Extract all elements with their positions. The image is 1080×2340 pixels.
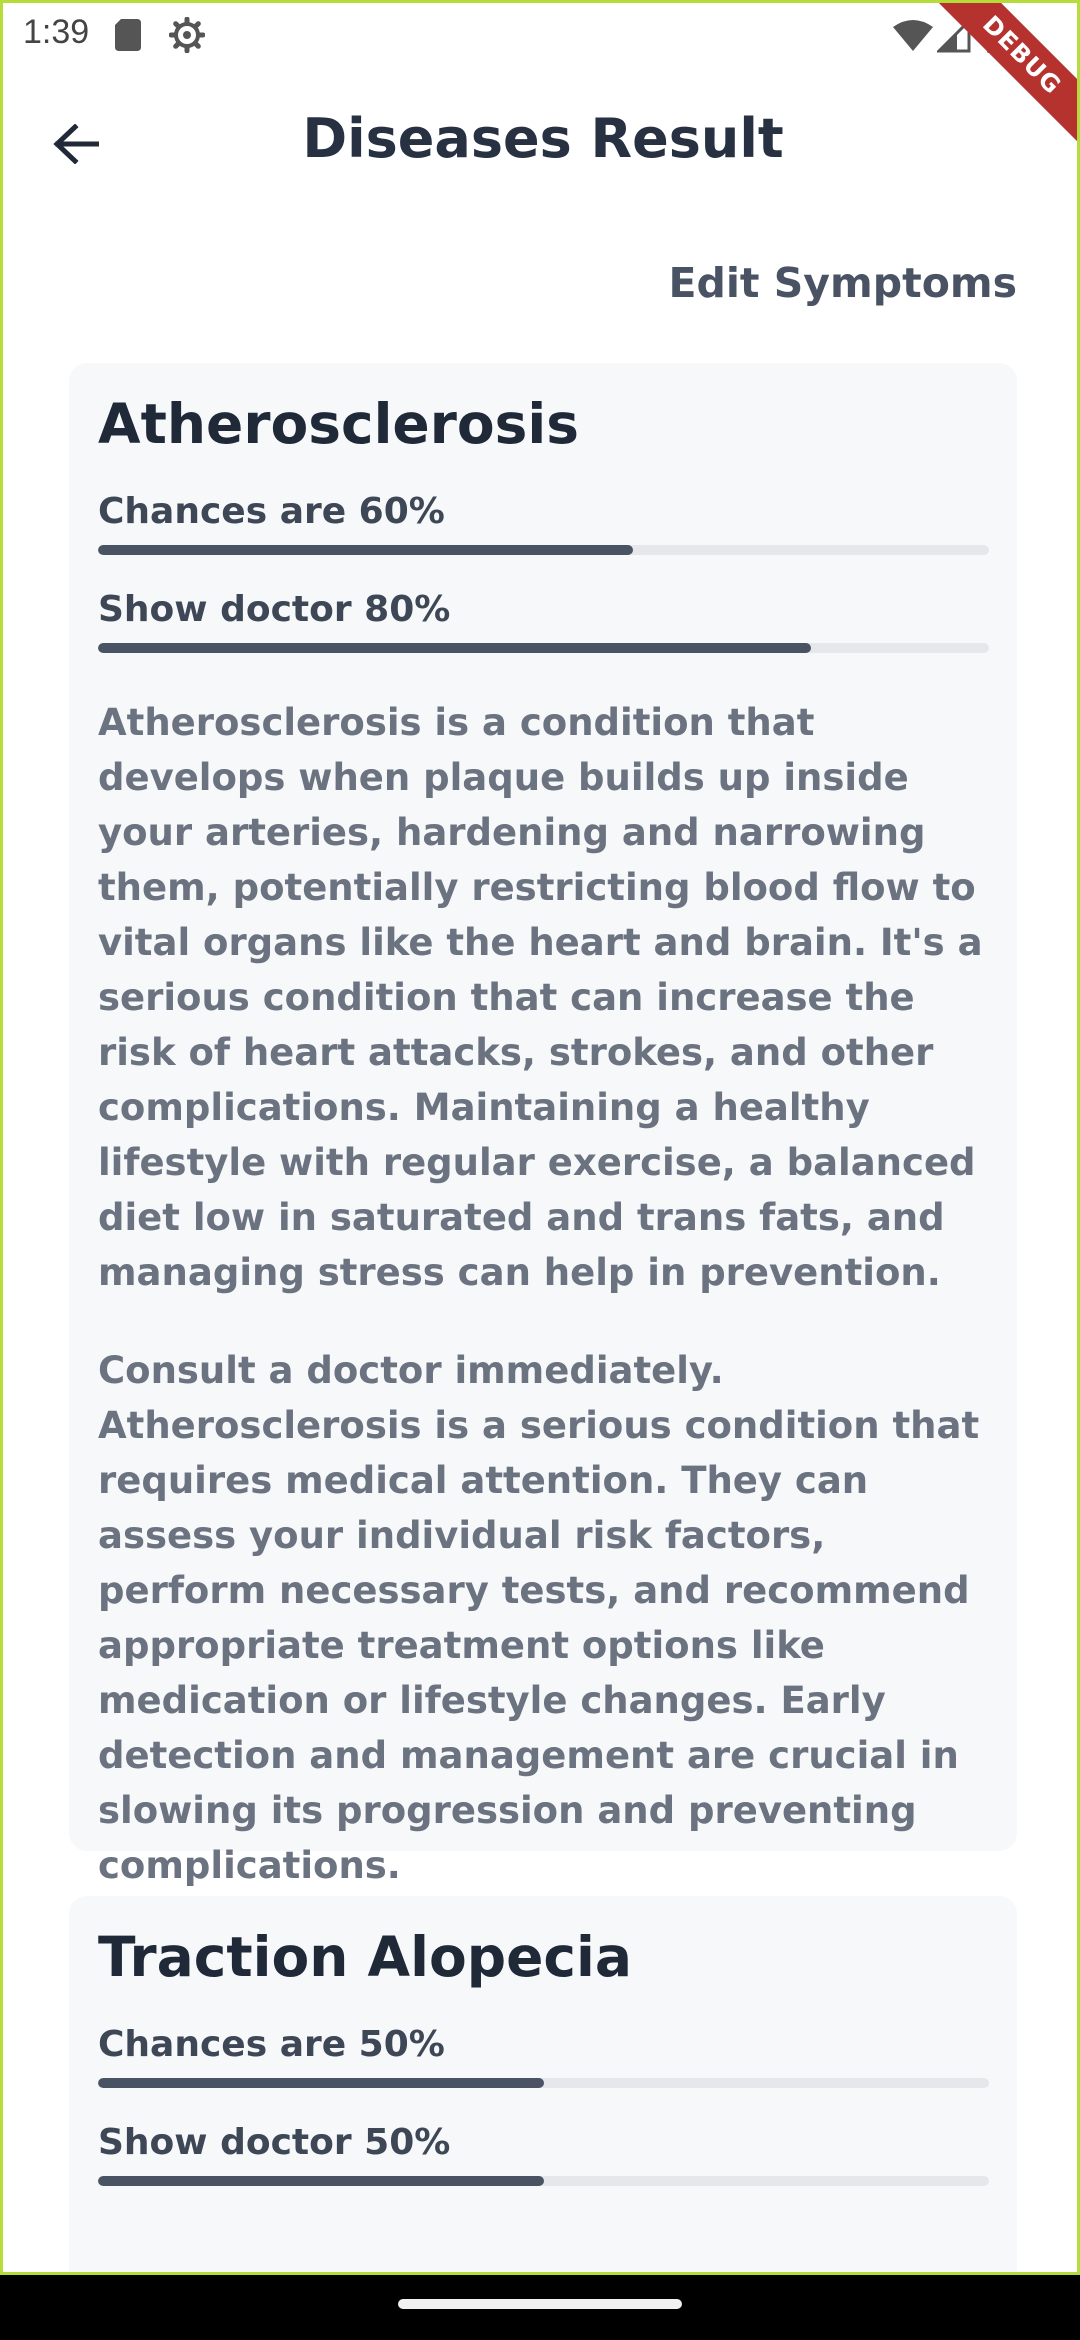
app-bar xyxy=(3,69,1080,209)
settings-gear-icon xyxy=(169,17,205,53)
status-bar xyxy=(3,3,1080,100)
doctor-progress-fill xyxy=(98,643,811,653)
doctor-progress-bar xyxy=(98,2176,989,2186)
chance-progress-bar xyxy=(98,2078,989,2088)
chance-progress-bar xyxy=(98,545,989,555)
wifi-icon xyxy=(893,19,933,53)
disease-name: Traction Alopecia xyxy=(98,1925,632,1989)
doctor-progress-fill xyxy=(98,2176,544,2186)
chance-progress-fill xyxy=(98,2078,544,2088)
chance-label: Chances are 50% xyxy=(98,2024,445,2065)
page-title: Diseases Result xyxy=(302,107,784,170)
chance-progress-fill xyxy=(98,545,633,555)
doctor-label: Show doctor 80% xyxy=(98,589,451,630)
doctor-progress-bar xyxy=(98,643,989,653)
sd-card-icon xyxy=(115,19,141,51)
disease-description: Atherosclerosis is a condition that develops when plaque builds up inside your arteries, hardening and narrowing them, potentially restricting blood flow to vital organs like the heart and brain. It's a serious condition that can increase the risk of heart attacks, strokes, and other complications. Maintaining a healthy lifestyle with regular exercise, a balanced diet low in saturated and trans fats, and managing stress can help in prevention. xyxy=(98,701,983,1294)
debug-banner: DEBUG xyxy=(918,0,1080,159)
doctor-advice: Consult a doctor immediately. Atherosclerosis is a serious condition that requires medical attention. They can assess your individual risk factors, perform necessary tests, and recommend appropriate treatment options like medication or lifestyle changes. Early detection and management are crucial in slowing its progression and preventing complications. xyxy=(98,1349,980,1887)
system-nav-bar xyxy=(0,2275,1080,2340)
disease-card xyxy=(69,363,1017,1887)
edit-symptoms-button[interactable]: Edit Symptoms xyxy=(668,259,1017,307)
status-time: 1:39 xyxy=(23,13,90,51)
disease-name: Atherosclerosis xyxy=(98,392,579,456)
disease-card xyxy=(69,1896,1017,2275)
chance-label: Chances are 60% xyxy=(98,491,445,532)
doctor-label: Show doctor 50% xyxy=(98,2122,451,2163)
home-gesture-handle[interactable] xyxy=(398,2299,682,2309)
